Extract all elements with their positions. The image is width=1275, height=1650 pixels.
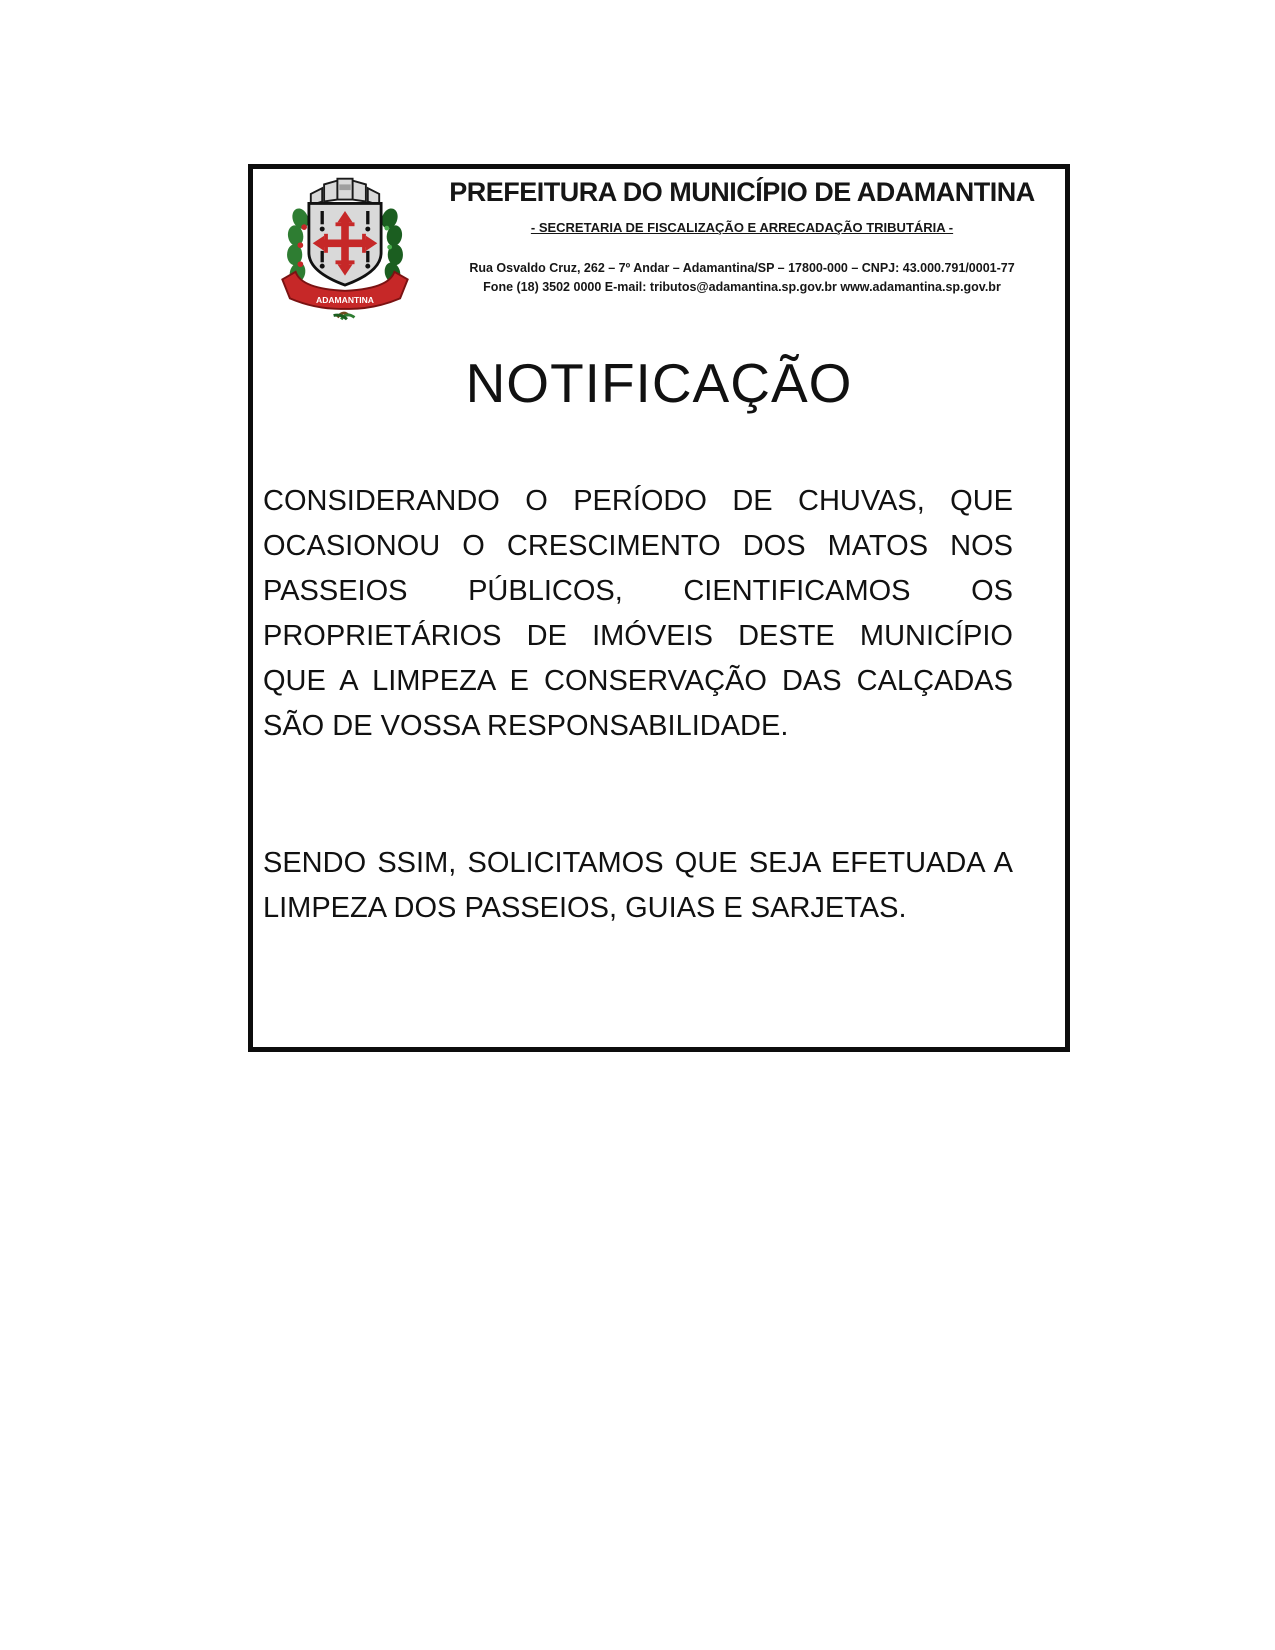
- letterhead-address: [425, 259, 1059, 297]
- letterhead-address-line: Rua Osvaldo Cruz, 262 – 7º Andar – Adamantina/SP – 17800-000 – CNPJ: 43.000.791/0001-77: [469, 261, 1015, 275]
- crest-crown-icon: [311, 179, 379, 206]
- coat-of-arms-icon: [265, 173, 425, 325]
- crest-left-branch-icon: [286, 206, 311, 285]
- notification-bordered-box: [248, 164, 1070, 1052]
- letterhead: [425, 177, 1059, 297]
- letterhead-subtitle: - SECRETARIA DE FISCALIZAÇÃO E ARRECADAÇÃO TRIBUTÁRIA -: [530, 220, 954, 235]
- crest-banner-text: ADAMANTINA: [316, 295, 374, 306]
- body-paragraph-2: SENDO SSIM, SOLICITAMOS QUE SEJA EFETUADA A LIMPEZA DOS PASSEIOS, GUIAS E SARJETAS.: [263, 847, 1013, 924]
- body-paragraph-1: CONSIDERANDO O PERÍODO DE CHUVAS, QUE OCASIONOU O CRESCIMENTO DOS MATOS NOS PASSEIOS PÚBLICOS, CIENTIFICAMOS OS PROPRIETÁRIOS DE IMÓVEIS DESTE MUNICÍPIO QUE A LIMPEZA E CONSERVAÇÃO DAS CALÇADAS SÃO DE VOSSA RESPONSABILIDADE.: [263, 485, 1013, 742]
- page-title: NOTIFICAÇÃO: [465, 352, 853, 414]
- crest-tuft-icon: [334, 313, 355, 319]
- letterhead-title: PREFEITURA DO MUNICÍPIO DE ADAMANTINA: [449, 177, 1035, 207]
- crest-right-branch-icon: [379, 206, 404, 285]
- letterhead-contact-line: Fone (18) 3502 0000 E-mail: tributos@adamantina.sp.gov.br www.adamantina.sp.gov.br: [483, 280, 1001, 294]
